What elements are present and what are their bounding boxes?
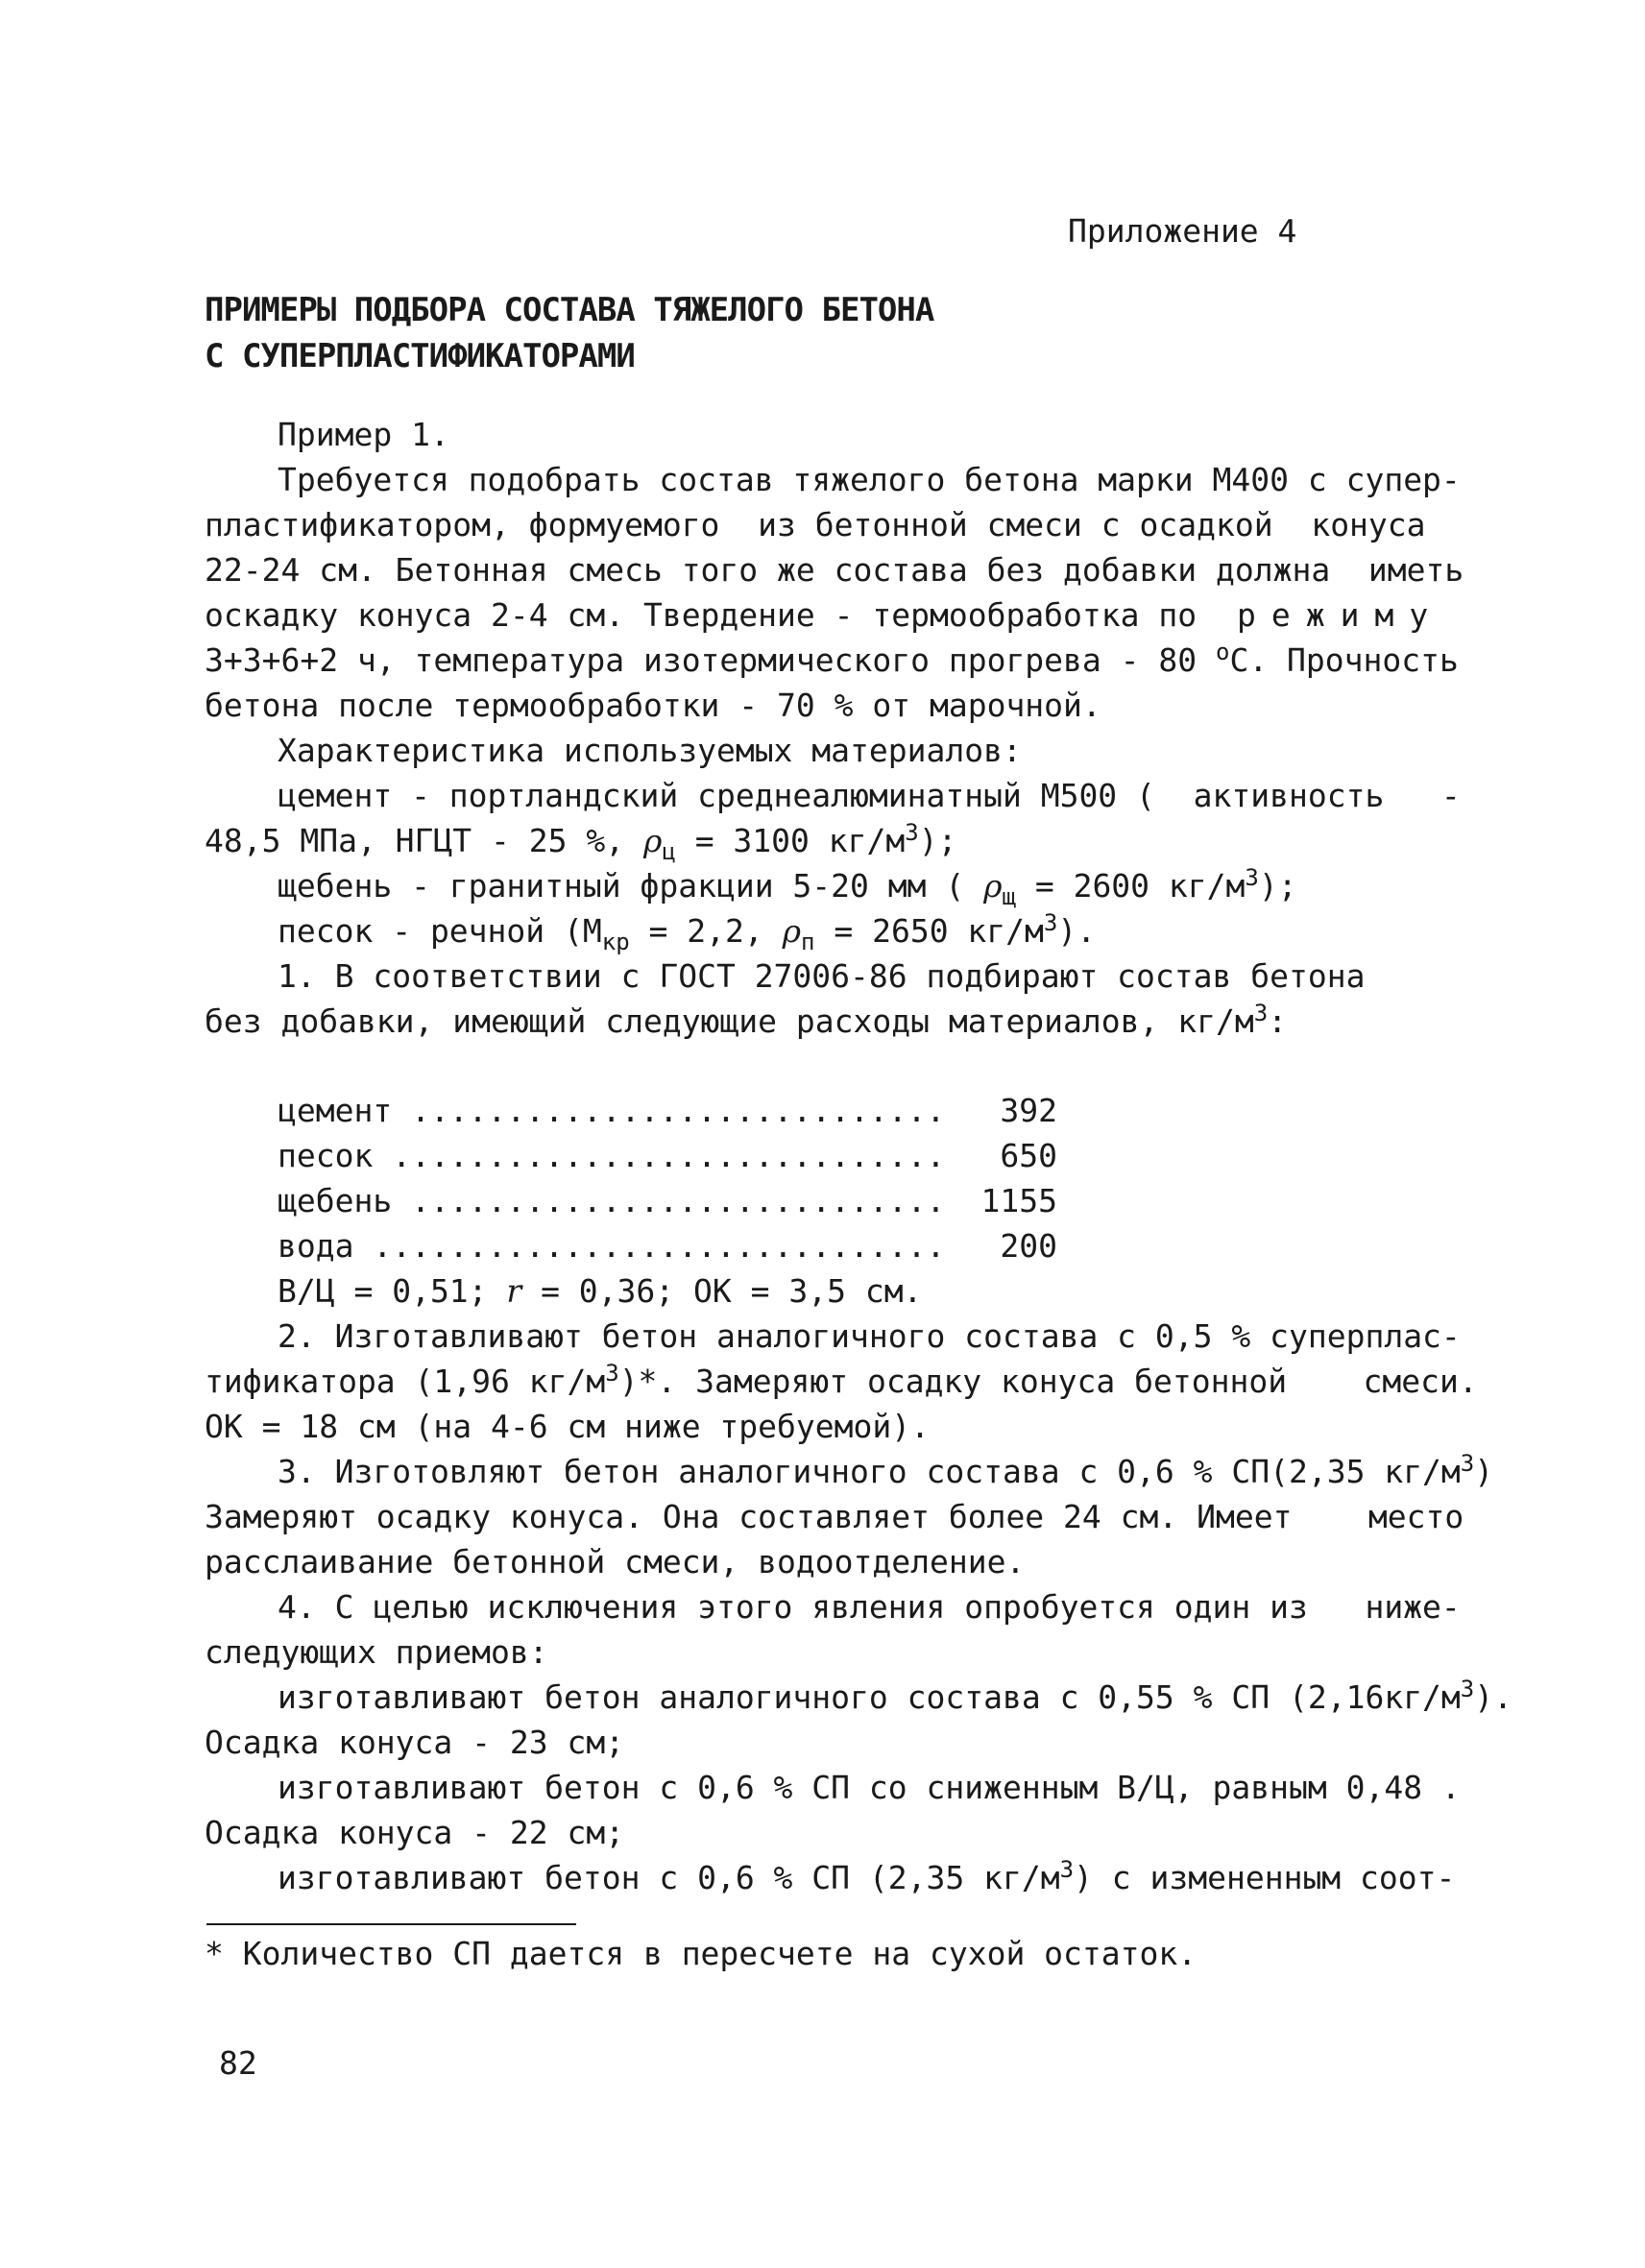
step-3-line-2: Замеряют осадку конуса. Она составляет более 24 см. Имеет место (205, 1498, 1464, 1535)
mix-row-sand: песок ............................. 650 (278, 1137, 1057, 1174)
step-2-line-3: ОК = 18 см (на 4-6 см ниже требуемой). (205, 1408, 930, 1445)
step-2-line-1: 2. Изготавливают бетон аналогичного состава с 0,5 % суперплас- (278, 1317, 1461, 1355)
title-line-2: С СУПЕРПЛАСТИФИКАТОРАМИ (205, 337, 635, 375)
material-sand: песок - речной ($М_{кр} = 2,2$, $\rho_п = 2650$ $кг/м^3$). (278, 909, 1097, 955)
appendix-label: Приложение 4 (1068, 212, 1297, 250)
ratio-line: В/Ц = 0,51; r = 0,36; ОК = 3,5 см. (278, 1272, 923, 1310)
method-3: изготавливают бетон с 0,6 % СП (2,35 $кг/м^3$) с измененным соот- (278, 1856, 1456, 1896)
step-2-line-2: тификатора (1,96 $кг/м^3)*$. Замеряют осадку конуса бетонной смеси. (205, 1360, 1478, 1400)
material-gravel: щебень - гранитный фракции 5-20 мм ( $\rho_щ = 2600$ $кг/м^3$); (278, 864, 1297, 910)
title-line-1: ПРИМЕРЫ ПОДБОРА СОСТАВА ТЯЖЕЛОГО БЕТОНА (205, 291, 934, 329)
method-1: изготавливают бетон аналогичного состава с 0,55 % СП $(2,16кг/м^3)$. (278, 1676, 1512, 1716)
material-cement-cont: 48,5 МПа, НГЦТ - 25 %, $\rho_ц = 3100$ $кг/м^3$); (205, 819, 957, 865)
paragraph-line: оскадку конуса 2-4 см. Твердение - термообработка по режиму (205, 596, 1444, 634)
step-1-line-2: без добавки, имеющий следующие расходы материалов, $кг/м^3$: (205, 1000, 1288, 1040)
example-heading: Пример 1. (278, 416, 449, 453)
step-3-line-3: расслаивание бетонной смеси, водоотделение. (205, 1543, 1026, 1580)
paragraph-line: пластификатором, формуемого из бетонной смеси с осадкой конуса (205, 506, 1426, 543)
footnote: * Количество СП дается в пересчете на сухой остаток. (205, 1935, 1197, 1972)
material-cement: цемент - портландский среднеалюминатный М500 ( активность - (278, 777, 1461, 814)
step-4-line-1: 4. С целью исключения этого явления опробуется один из ниже- (278, 1588, 1461, 1626)
step-4-line-2: следующих приемов: (205, 1633, 548, 1671)
paragraph-line: 22-24 см. Бетонная смесь того же состава без добавки должна иметь (205, 551, 1464, 589)
footnote-divider (206, 1923, 576, 1925)
paragraph-line: 3+3+6+2 ч, температура изотермического прогрева - 80 $^о$С. Прочность (205, 639, 1459, 679)
mix-row-water: вода .............................. 200 (278, 1227, 1057, 1265)
materials-heading: Характеристика используемых материалов: (278, 732, 1022, 769)
page-number: 82 (219, 2044, 257, 2082)
method-2-result: Осадка конуса - 22 см; (205, 1814, 625, 1851)
paragraph-line: бетона после термообработки - 70 % от марочной. (205, 687, 1101, 724)
paragraph-line: Требуется подобрать состав тяжелого бетона марки М400 с супер- (278, 461, 1461, 498)
method-1-result: Осадка конуса - 23 см; (205, 1724, 625, 1761)
method-2: изготавливают бетон с 0,6 % СП со сниженным В/Ц, равным 0,48 . (278, 1769, 1461, 1806)
mix-row-gravel: щебень ............................ 1155 (278, 1182, 1057, 1219)
mix-row-cement: цемент ............................ 392 (278, 1092, 1057, 1129)
step-1-line-1: 1. В соответствии с ГОСТ 27006-86 подбирают состав бетона (278, 957, 1366, 995)
step-3-line-1: 3. Изготовляют бетон аналогичного состава с 0,6 % СП(2,35 $кг/м^3$) (278, 1450, 1494, 1490)
